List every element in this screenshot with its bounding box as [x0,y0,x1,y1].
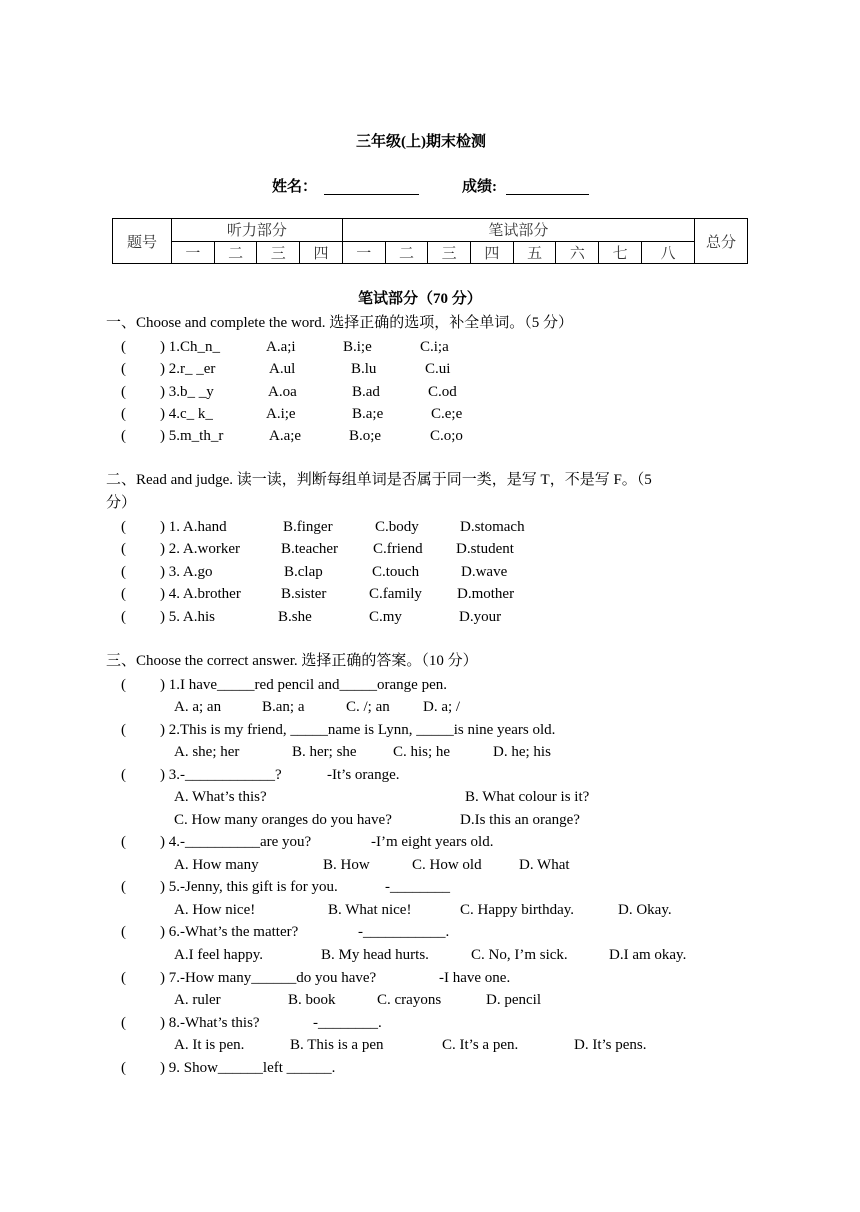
answer-bracket[interactable]: ( [121,541,126,557]
option-a: A. What’s this? [174,789,267,805]
writing-header: 笔试部分 [342,219,694,242]
option-d: D. It’s pens. [574,1037,647,1053]
option-d: D.your [459,609,502,625]
question-text: ) 3. A.go [160,564,213,580]
writing-col: 六 [556,241,599,264]
option-c: C.od [428,384,457,400]
answer-bracket[interactable]: ( [121,586,126,602]
option-b: B. her; she [292,744,357,760]
option-b: B. What colour is it? [465,789,590,805]
option-c: C. crayons [377,992,442,1008]
option-d: D. What [519,857,570,873]
page-title: 三年级(上)期末检测 [356,134,486,150]
option-b: B. What nice! [328,902,412,918]
option-b: B. My head hurts. [321,947,429,963]
option-b: B.an; a [262,699,305,715]
answer-bracket[interactable]: ( [121,406,126,422]
answer-bracket[interactable]: ( [121,834,126,850]
option-c: C. No, I’m sick. [471,947,568,963]
listening-header: 听力部分 [172,219,343,242]
answer-bracket[interactable]: ( [121,609,126,625]
option-b: B. This is a pen [290,1037,384,1053]
option-a: A.i;e [266,406,296,422]
option-d: D. he; his [493,744,551,760]
question-text: ) 4.c_ k_ [160,406,213,422]
option-b: B.finger [283,519,333,535]
option-c: C.my [369,609,402,625]
option-c: C. It’s a pen. [442,1037,519,1053]
option-b: B.she [278,609,312,625]
question-text: ) 8.-What’s this? [160,1015,260,1031]
question-text: ) 6.-What’s the matter? [160,924,299,940]
writing-col: 二 [385,241,428,264]
answer-text: -It’s orange. [327,767,400,783]
option-d: D.I am okay. [609,947,687,963]
row-header: 题号 [113,219,172,264]
writing-col: 五 [513,241,556,264]
section-1-heading: 一、Choose and complete the word. 选择正确的选项，补全单词。（5 分） [106,315,574,331]
question-text: ) 7.-How many______do you have? [160,970,377,986]
option-c: C.touch [372,564,420,580]
option-c: C. How many oranges do you have? [174,812,392,828]
answer-bracket[interactable]: ( [121,924,126,940]
option-c: C. his; he [393,744,451,760]
option-b: B.o;e [349,428,382,444]
option-c: C.body [375,519,419,535]
option-b: B.ad [352,384,380,400]
name-blank[interactable] [324,180,419,195]
writing-col: 四 [471,241,514,264]
question-text: ) 5.m_th_r [160,428,224,444]
option-c: C.i;a [420,339,449,355]
answer-text: -I’m eight years old. [371,834,494,850]
answer-text: -___________. [358,924,450,940]
option-d: D.student [456,541,514,557]
option-b: B.lu [351,361,377,377]
question-text: ) 4.-__________are you? [160,834,312,850]
question-text: ) 5. A.his [160,609,216,625]
option-a: A. she; her [174,744,240,760]
answer-bracket[interactable]: ( [121,384,126,400]
question-text: ) 1.Ch_n_ [160,339,220,355]
section-2-heading-cont: 分） [106,495,137,511]
option-b: B.clap [284,564,323,580]
option-c: C. /; an [346,699,390,715]
answer-bracket[interactable]: ( [121,361,126,377]
answer-bracket[interactable]: ( [121,879,126,895]
listening-col: 四 [300,241,343,264]
option-d: D.mother [457,586,515,602]
question-text: ) 3.-____________? [160,767,282,783]
answer-bracket[interactable]: ( [121,677,126,693]
option-d: D. pencil [486,992,541,1008]
option-a: A. ruler [174,992,221,1008]
answer-bracket[interactable]: ( [121,1060,126,1076]
option-a: A. How many [174,857,259,873]
option-c: C.e;e [431,406,463,422]
answer-bracket[interactable]: ( [121,1015,126,1031]
name-label: 姓名： [272,179,318,195]
listening-col: 一 [172,241,215,264]
option-c: C.family [369,586,422,602]
answer-bracket[interactable]: ( [121,970,126,986]
question-text: ) 2. A.worker [160,541,240,557]
option-a: A.I feel happy. [174,947,263,963]
answer-bracket[interactable]: ( [121,722,126,738]
writing-col: 一 [342,241,385,264]
question-text: ) 1. A.hand [160,519,227,535]
option-d: D.wave [461,564,508,580]
option-b: B. book [288,992,336,1008]
question-text: ) 2.This is my friend, _____name is Lynn, _____is nine years old. [160,722,556,738]
listening-col: 二 [214,241,257,264]
answer-bracket[interactable]: ( [121,767,126,783]
option-b: B.teacher [281,541,339,557]
question-text: ) 2.r_ _er [160,361,216,377]
option-a: A. How nice! [174,902,256,918]
option-d: D.Is this an orange? [460,812,580,828]
question-text: ) 5.-Jenny, this gift is for you. [160,879,338,895]
option-a: A. It is pen. [174,1037,245,1053]
question-text: ) 4. A.brother [160,586,241,602]
answer-text: -________ [385,879,450,895]
option-a: A. a; an [174,699,222,715]
option-d: D. Okay. [618,902,672,918]
option-d: D. a; / [423,699,461,715]
question-text: ) 1.I have_____red pencil and_____orange pen. [160,677,447,693]
option-b: B.sister [281,586,327,602]
section-2-heading: 二、Read and judge. 读一读，判断每组单词是否属于同一类，是写 T，不是写 F。（5 [106,472,652,488]
answer-text: -________. [313,1015,382,1031]
option-c: C.ui [425,361,451,377]
writing-col: 七 [599,241,642,264]
question-text: ) 9. Show______left ______. [160,1060,336,1076]
option-c: C. How old [412,857,482,873]
answer-bracket[interactable]: ( [121,564,126,580]
question-text: ) 3.b_ _y [160,384,214,400]
option-a: A.a;e [269,428,302,444]
answer-bracket[interactable]: ( [121,339,126,355]
written-part-title: 笔试部分（70 分） [358,291,482,307]
score-table [112,218,748,264]
option-b: B.i;e [343,339,372,355]
writing-col: 三 [428,241,471,264]
option-a: A.a;i [266,339,296,355]
section-3-heading: 三、Choose the correct answer. 选择正确的答案。（10 分） [106,653,478,669]
writing-col: 八 [642,241,695,264]
answer-text: -I have one. [439,970,511,986]
score-blank[interactable] [506,180,589,195]
answer-bracket[interactable]: ( [121,519,126,535]
option-b: B.a;e [352,406,384,422]
option-c: C.o;o [430,428,463,444]
option-b: B. How [323,857,370,873]
option-a: A.oa [268,384,297,400]
answer-bracket[interactable]: ( [121,428,126,444]
total-header: 总分 [695,219,748,264]
listening-col: 三 [257,241,300,264]
option-a: A.ul [269,361,296,377]
option-c: C.friend [373,541,423,557]
option-d: D.stomach [460,519,525,535]
option-c: C. Happy birthday. [460,902,575,918]
score-label: 成绩: [462,179,497,195]
